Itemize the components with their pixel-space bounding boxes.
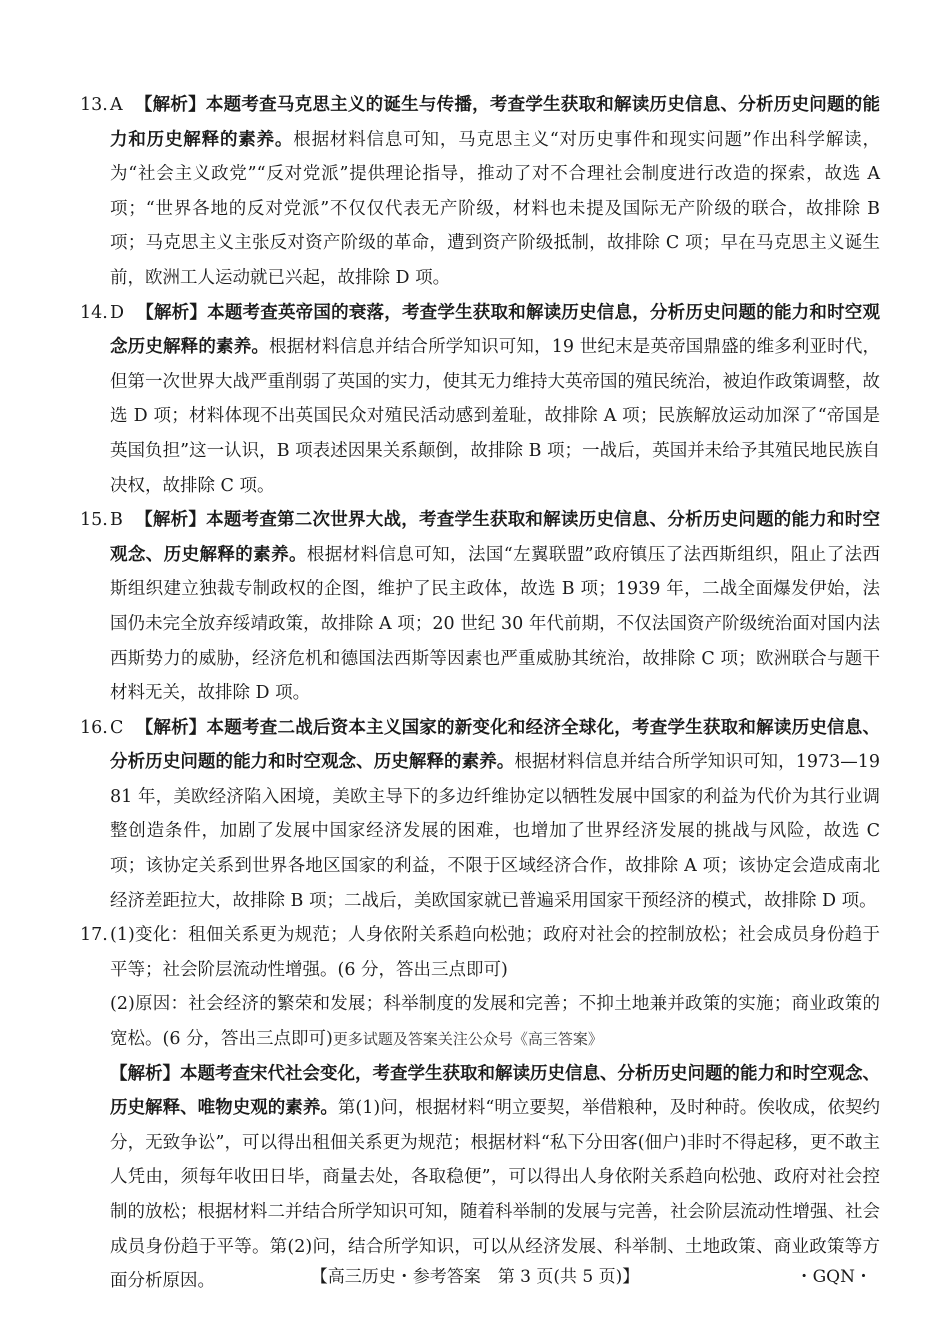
analysis-tag: 【解析】	[134, 95, 206, 115]
question-number: 16.	[80, 717, 108, 738]
analysis-summary: 本题考查宋代社会变化，考查学生获取和解读历史信息、分析历史问题的能力和时空观念、历史解释、唯物史观的素养。	[110, 1063, 880, 1119]
analysis-text: 根据材料信息并结合所学知识可知，1973—1981 年，美欧经济陷入困境，美欧主导下的多边纤维协定以牺牲发展中国家的利益为代价为其行业调整创造条件，加剧了发展中国家经济发展的困难，也增加了世界经济发展的挑战与风险，故选 C 项；该协定关系到世界各地区国家的利益，不限于区域经济合作，故排除 A 项；该协定会造成南北经济差距拉大，故排除 B 项；二战后，美欧国家就已普遍采用国家干预经济的模式，故排除 D 项。	[110, 752, 881, 911]
question-number: 15.	[80, 510, 108, 531]
answer-item-17	[80, 918, 880, 1299]
answer-letter: B	[110, 510, 123, 531]
analysis-text: 第(1)问，根据材料“明立要契，举借粮种，及时种莳。俟收成，依契约分，无致争讼”，可以得出租佃关系更为规范；根据材料“私下分田客(佃户)非时不得起移，更不敢主人凭由，须每年收田日毕，商量去处，各取稳便”，可以得出人身依附关系趋向松弛、政府对社会控制的放松；根据材料二并结合所学知识可知，随着科举制的发展与完善，社会阶层流动性增强、社会成员身份趋于平等。第(2)问，结合所学知识，可以从经济发展、科举制、土地政策、商业政策等方面分析原因。	[110, 1098, 881, 1292]
answer-item-16	[80, 711, 880, 919]
answer-item-15	[80, 503, 880, 711]
analysis-tag: 【解析】	[136, 302, 208, 323]
analysis-text: 根据材料信息并结合所学知识可知，19 世纪末是英帝国鼎盛的维多利亚时代，但第一次世界大战严重削弱了英国的实力，使其无力维持大英帝国的殖民统治，被迫作政策调整，故选 D 项；材料体现不出英国民众对殖民活动感到羞耻，故排除 A 项；民族解放运动加深了“帝国是英国负担”这一认识，B 项表述因果关系颠倒，故排除 B 项；一战后，英国并未给予其殖民地民族自决权，故排除 C 项。	[110, 337, 880, 496]
page-footer	[0, 1262, 950, 1292]
analysis-summary: 本题考查二战后资本主义国家的新变化和经济全球化，考查学生获取和解读历史信息、分析历史问题的能力和时空观念、历史解释的素养。	[110, 717, 881, 773]
answer-part-1: (1)变化：租佃关系更为规范；人身依附关系趋向松弛；政府对社会的控制放松；社会成员身份趋于平等；社会阶层流动性增强。(6 分，答出三点即可)	[110, 925, 880, 980]
answer-letter: D	[110, 302, 125, 323]
analysis-summary: 本题考查第二次世界大战，考查学生获取和解读历史信息、分析历史问题的能力和时空观念、历史解释的素养。	[110, 510, 881, 565]
analysis-summary: 本题考查英帝国的衰落，考查学生获取和解读历史信息，分析历史问题的能力和时空观念历史解释的素养。	[110, 302, 881, 358]
analysis-tag: 【解析】	[134, 510, 207, 531]
answer-letter: A	[110, 95, 123, 115]
answer-part-2	[110, 987, 880, 1056]
answer-letter: C	[110, 717, 124, 738]
answer-part-2-text: (2)原因：社会经济的繁荣和发展；科举制度的发展和完善；不抑土地兼并政策的实施；商业政策的宽松。(6 分，答出三点即可)	[110, 994, 880, 1050]
footer-code: ・GQN・	[795, 1267, 872, 1287]
analysis-text: 根据材料信息可知，法国“左翼联盟”政府镇压了法西斯组织，阻止了法西斯组织建立独裁专制政权的企图，维护了民主政体，故选 B 项；1939 年，二战全面爆发伊始，法国仍未完全放弃绥靖政策，故排除 A 项；20 世纪 30 年代前期，不仅法国资产阶级统治面对国内法西斯势力的威胁，经济危机和德国法西斯等因素也严重威胁其统治，故排除 C 项；欧洲联合与题干材料无关，故排除 D 项。	[110, 544, 880, 704]
answer-item-13	[80, 88, 880, 296]
answer-list	[80, 88, 880, 1299]
analysis-tag: 【解析】	[110, 1063, 180, 1084]
answer-item-14	[80, 296, 880, 504]
analysis-summary: 本题考查马克思主义的诞生与传播，考查学生获取和解读历史信息、分析历史问题的能力和历史解释的素养。	[110, 95, 880, 150]
question-number: 13.	[80, 95, 108, 115]
footer-title: 【高三历史・参考答案 第 3 页(共 5 页)】	[310, 1267, 640, 1287]
analysis-text: 根据材料信息可知，马克思主义“对历史事件和现实问题”作出科学解读，为“社会主义政党”“反对党派”提供理论指导，推动了对不合理社会制度进行改造的探索，故选 A 项；“世界各地的反对党派”不仅仅代表无产阶级，材料也未提及国际无产阶级的联合，故排除 B 项；马克思主义主张反对资产阶级的革命，遭到资产阶级抵制，故排除 C 项；早在马克思主义诞生前，欧洲工人运动就已兴起，故排除 D 项。	[110, 129, 880, 288]
analysis-tag: 【解析】	[135, 717, 207, 738]
promo-note: 更多试题及答案关注公众号《高三答案》	[332, 1030, 603, 1049]
question-number: 17.	[80, 925, 108, 946]
question-number: 14.	[80, 302, 108, 323]
